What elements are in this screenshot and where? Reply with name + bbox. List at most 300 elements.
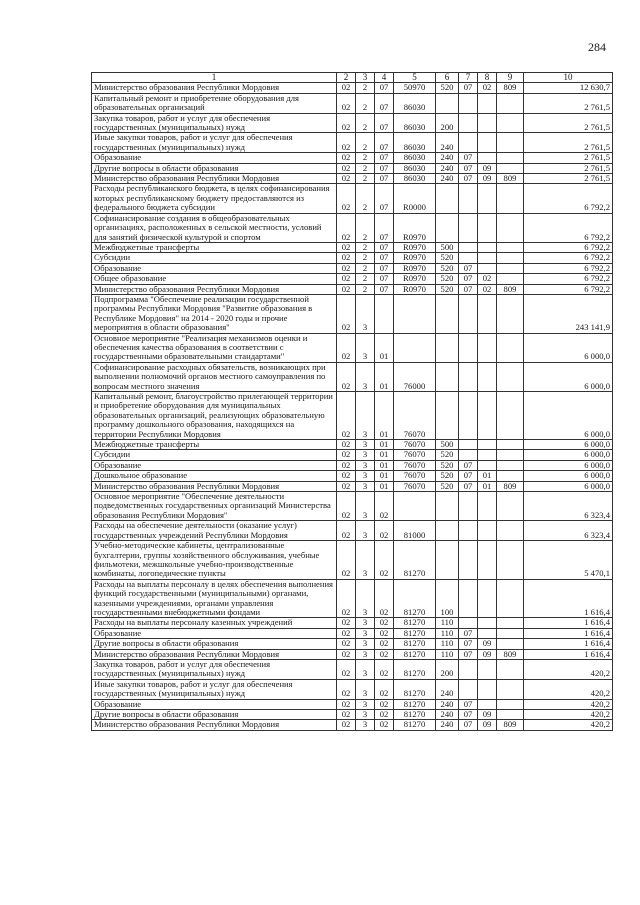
code-cell bbox=[497, 242, 524, 252]
code-cell: 76070 bbox=[394, 450, 436, 460]
code-cell: 02 bbox=[337, 362, 356, 391]
column-header: 6 bbox=[436, 73, 459, 83]
code-cell: 02 bbox=[337, 639, 356, 649]
code-cell bbox=[478, 492, 497, 521]
row-name-cell: Закупка товаров, работ и услуг для обеспечения государственных (муниципальных) нужд bbox=[92, 659, 337, 679]
code-cell: 2 bbox=[356, 263, 375, 273]
row-name-cell: Учебно-методические кабинеты, централизованные бухгалтерии, группы хозяйственного обслуживания, учебные фильмотеки, межшкольные учебно-производственные комбинаты, логопедические пункты bbox=[92, 541, 337, 580]
code-cell bbox=[497, 541, 524, 580]
code-cell: 01 bbox=[478, 481, 497, 491]
code-cell bbox=[497, 274, 524, 284]
code-cell: 809 bbox=[497, 649, 524, 659]
code-cell bbox=[478, 699, 497, 709]
code-cell: 01 bbox=[375, 471, 394, 481]
code-cell: 01 bbox=[375, 460, 394, 470]
code-cell: 02 bbox=[337, 541, 356, 580]
code-cell bbox=[436, 521, 459, 541]
code-cell: 07 bbox=[459, 699, 478, 709]
code-cell: 3 bbox=[356, 699, 375, 709]
amount-cell: 6 792,2 bbox=[524, 253, 613, 263]
row-name-cell: Софинансирование расходных обязательств, возникающих при выполнении полномочий органов местного самоуправления по вопросам местного значения bbox=[92, 362, 337, 391]
table-row bbox=[92, 184, 613, 213]
amount-cell: 5 470,1 bbox=[524, 541, 613, 580]
code-cell bbox=[478, 333, 497, 362]
code-cell: 07 bbox=[375, 174, 394, 184]
amount-cell: 1 616,4 bbox=[524, 649, 613, 659]
code-cell: 2 bbox=[356, 153, 375, 163]
code-cell bbox=[436, 492, 459, 521]
table-row bbox=[92, 481, 613, 491]
code-cell: 3 bbox=[356, 440, 375, 450]
code-cell: 07 bbox=[459, 163, 478, 173]
code-cell bbox=[478, 440, 497, 450]
amount-cell: 1 616,4 bbox=[524, 579, 613, 618]
row-name-cell: Образование bbox=[92, 263, 337, 273]
code-cell bbox=[459, 242, 478, 252]
code-cell: 76070 bbox=[394, 440, 436, 450]
code-cell: 07 bbox=[459, 628, 478, 638]
code-cell: 01 bbox=[375, 333, 394, 362]
code-cell: 02 bbox=[337, 471, 356, 481]
code-cell bbox=[497, 184, 524, 213]
code-cell: 81270 bbox=[394, 649, 436, 659]
table-row bbox=[92, 541, 613, 580]
code-cell: 01 bbox=[375, 481, 394, 491]
code-cell: 02 bbox=[337, 628, 356, 638]
code-cell: 2 bbox=[356, 163, 375, 173]
code-cell: 02 bbox=[337, 440, 356, 450]
code-cell: 520 bbox=[436, 450, 459, 460]
code-cell bbox=[497, 710, 524, 720]
code-cell bbox=[459, 392, 478, 440]
code-cell bbox=[478, 679, 497, 699]
code-cell: 500 bbox=[436, 242, 459, 252]
code-cell: 02 bbox=[375, 679, 394, 699]
code-cell bbox=[478, 618, 497, 628]
code-cell bbox=[478, 93, 497, 113]
row-name-cell: Расходы на выплаты персоналу в целях обеспечения выполнения функций государственными (муниципальными) органами, казенными учреждениями, органами управления государственными внебюджетными фондами bbox=[92, 579, 337, 618]
code-cell: 02 bbox=[337, 659, 356, 679]
code-cell: 86030 bbox=[394, 93, 436, 113]
table-row bbox=[92, 83, 613, 93]
code-cell: 240 bbox=[436, 174, 459, 184]
table-row bbox=[92, 263, 613, 273]
code-cell: 2 bbox=[356, 253, 375, 263]
code-cell: 07 bbox=[459, 649, 478, 659]
amount-cell: 6 792,2 bbox=[524, 242, 613, 252]
column-header: 5 bbox=[394, 73, 436, 83]
row-name-cell: Субсидии bbox=[92, 450, 337, 460]
table-row bbox=[92, 649, 613, 659]
code-cell: 2 bbox=[356, 242, 375, 252]
code-cell: 81270 bbox=[394, 618, 436, 628]
table-row bbox=[92, 699, 613, 709]
code-cell: 02 bbox=[375, 628, 394, 638]
code-cell: 09 bbox=[478, 174, 497, 184]
code-cell: 110 bbox=[436, 649, 459, 659]
code-cell bbox=[459, 113, 478, 133]
code-cell: 3 bbox=[356, 392, 375, 440]
code-cell: 02 bbox=[337, 174, 356, 184]
code-cell: 07 bbox=[375, 83, 394, 93]
row-name-cell: Основное мероприятие "Реализация механизмов оценки и обеспечения качества образования в соответствии с государственными образовательными стандартами" bbox=[92, 333, 337, 362]
code-cell bbox=[478, 460, 497, 470]
code-cell: 81000 bbox=[394, 521, 436, 541]
code-cell: 07 bbox=[459, 639, 478, 649]
table-row bbox=[92, 242, 613, 252]
amount-cell: 6 000,0 bbox=[524, 392, 613, 440]
row-name-cell: Основное мероприятие "Обеспечение деятельности подведомственных государственных организаций Министерства образования Республики Мордовия" bbox=[92, 492, 337, 521]
code-cell bbox=[459, 362, 478, 391]
code-cell: 07 bbox=[459, 174, 478, 184]
code-cell: 07 bbox=[459, 460, 478, 470]
code-cell: 07 bbox=[375, 163, 394, 173]
code-cell: 07 bbox=[375, 213, 394, 242]
code-cell: 2 bbox=[356, 83, 375, 93]
code-cell: 07 bbox=[375, 284, 394, 294]
table-row bbox=[92, 492, 613, 521]
code-cell: 81270 bbox=[394, 628, 436, 638]
row-name-cell: Закупка товаров, работ и услуг для обеспечения государственных (муниципальных) нужд bbox=[92, 113, 337, 133]
code-cell bbox=[478, 392, 497, 440]
code-cell bbox=[459, 133, 478, 153]
code-cell: 240 bbox=[436, 699, 459, 709]
code-cell bbox=[459, 184, 478, 213]
code-cell bbox=[459, 440, 478, 450]
code-cell: 02 bbox=[337, 521, 356, 541]
code-cell: 02 bbox=[337, 679, 356, 699]
code-cell bbox=[459, 492, 478, 521]
code-cell: 809 bbox=[497, 284, 524, 294]
code-cell bbox=[497, 679, 524, 699]
code-cell: 02 bbox=[337, 333, 356, 362]
table-row bbox=[92, 521, 613, 541]
code-cell: 520 bbox=[436, 274, 459, 284]
code-cell: 02 bbox=[337, 184, 356, 213]
amount-cell: 6 323,4 bbox=[524, 521, 613, 541]
code-cell: 520 bbox=[436, 460, 459, 470]
code-cell: 02 bbox=[375, 720, 394, 730]
code-cell bbox=[459, 618, 478, 628]
table-row bbox=[92, 720, 613, 730]
amount-cell: 2 761,5 bbox=[524, 113, 613, 133]
code-cell: 07 bbox=[459, 263, 478, 273]
table-row bbox=[92, 628, 613, 638]
code-cell bbox=[497, 460, 524, 470]
code-cell: 02 bbox=[478, 284, 497, 294]
code-cell: 86030 bbox=[394, 174, 436, 184]
code-cell: 81270 bbox=[394, 679, 436, 699]
code-cell: 3 bbox=[356, 579, 375, 618]
code-cell: 02 bbox=[375, 541, 394, 580]
code-cell bbox=[478, 521, 497, 541]
code-cell: 02 bbox=[337, 133, 356, 153]
row-name-cell: Министерство образования Республики Мордовия bbox=[92, 284, 337, 294]
code-cell: 2 bbox=[356, 174, 375, 184]
code-cell bbox=[436, 213, 459, 242]
row-name-cell: Иные закупки товаров, работ и услуг для обеспечения государственных (муниципальных) нужд bbox=[92, 133, 337, 153]
code-cell: 3 bbox=[356, 710, 375, 720]
code-cell: 2 bbox=[356, 133, 375, 153]
code-cell bbox=[459, 213, 478, 242]
amount-cell: 1 616,4 bbox=[524, 639, 613, 649]
table-header-row bbox=[92, 73, 613, 83]
code-cell: 02 bbox=[337, 113, 356, 133]
code-cell bbox=[497, 450, 524, 460]
code-cell bbox=[459, 659, 478, 679]
code-cell bbox=[497, 659, 524, 679]
code-cell: 3 bbox=[356, 521, 375, 541]
code-cell bbox=[497, 263, 524, 273]
code-cell bbox=[436, 362, 459, 391]
code-cell: 2 bbox=[356, 113, 375, 133]
code-cell bbox=[478, 541, 497, 580]
code-cell bbox=[497, 699, 524, 709]
code-cell: 09 bbox=[478, 163, 497, 173]
table-row bbox=[92, 284, 613, 294]
code-cell: 01 bbox=[375, 362, 394, 391]
code-cell: 240 bbox=[436, 710, 459, 720]
row-name-cell: Расходы республиканского бюджета, в целях софинансирования которых республиканскому бюджету предоставляются из федерального бюджета субсидии bbox=[92, 184, 337, 213]
code-cell: 02 bbox=[337, 579, 356, 618]
code-cell bbox=[459, 579, 478, 618]
code-cell: 02 bbox=[337, 710, 356, 720]
code-cell bbox=[436, 541, 459, 580]
code-cell: 200 bbox=[436, 113, 459, 133]
column-header: 3 bbox=[356, 73, 375, 83]
code-cell bbox=[459, 521, 478, 541]
page-number: 284 bbox=[588, 40, 606, 54]
code-cell: 809 bbox=[497, 174, 524, 184]
row-name-cell: Дошкольное образование bbox=[92, 471, 337, 481]
code-cell: 02 bbox=[375, 492, 394, 521]
code-cell: 02 bbox=[337, 242, 356, 252]
code-cell: 76070 bbox=[394, 460, 436, 470]
row-name-cell: Другие вопросы в области образования bbox=[92, 639, 337, 649]
code-cell: 09 bbox=[478, 649, 497, 659]
code-cell bbox=[459, 450, 478, 460]
code-cell bbox=[497, 133, 524, 153]
code-cell: 3 bbox=[356, 471, 375, 481]
code-cell: 240 bbox=[436, 720, 459, 730]
table-row bbox=[92, 450, 613, 460]
code-cell: 01 bbox=[478, 471, 497, 481]
code-cell: 809 bbox=[497, 83, 524, 93]
code-cell: 86030 bbox=[394, 163, 436, 173]
table-body bbox=[92, 83, 613, 730]
code-cell: 2 bbox=[356, 284, 375, 294]
table-row bbox=[92, 460, 613, 470]
code-cell: 07 bbox=[459, 153, 478, 163]
code-cell bbox=[497, 333, 524, 362]
code-cell: 3 bbox=[356, 679, 375, 699]
amount-cell: 1 616,4 bbox=[524, 628, 613, 638]
amount-cell: 2 761,5 bbox=[524, 93, 613, 113]
code-cell: 07 bbox=[459, 284, 478, 294]
table-row bbox=[92, 440, 613, 450]
code-cell: R0970 bbox=[394, 242, 436, 252]
code-cell: 02 bbox=[375, 659, 394, 679]
amount-cell: 6 000,0 bbox=[524, 471, 613, 481]
row-name-cell: Министерство образования Республики Мордовия bbox=[92, 481, 337, 491]
code-cell bbox=[478, 113, 497, 133]
code-cell: 07 bbox=[375, 184, 394, 213]
row-name-cell: Подпрограмма "Обеспечение реализации государственной программы Республики Мордовия "Развитие образования в Республике Мордовия" на 2014 - 2020 годы и прочие мероприятия в области образования" bbox=[92, 294, 337, 333]
code-cell: 76000 bbox=[394, 362, 436, 391]
row-name-cell: Образование bbox=[92, 460, 337, 470]
code-cell: 520 bbox=[436, 83, 459, 93]
code-cell: 3 bbox=[356, 639, 375, 649]
code-cell bbox=[459, 679, 478, 699]
amount-cell: 420,2 bbox=[524, 720, 613, 730]
code-cell bbox=[497, 163, 524, 173]
code-cell: 3 bbox=[356, 460, 375, 470]
code-cell: 520 bbox=[436, 284, 459, 294]
budget-table bbox=[91, 72, 613, 731]
code-cell: 81270 bbox=[394, 639, 436, 649]
code-cell: R0970 bbox=[394, 263, 436, 273]
code-cell bbox=[436, 93, 459, 113]
code-cell: 02 bbox=[337, 618, 356, 628]
code-cell: 01 bbox=[375, 440, 394, 450]
code-cell bbox=[497, 492, 524, 521]
code-cell bbox=[497, 579, 524, 618]
code-cell: 2 bbox=[356, 274, 375, 284]
code-cell: 02 bbox=[337, 481, 356, 491]
amount-cell: 2 761,5 bbox=[524, 174, 613, 184]
code-cell: 3 bbox=[356, 659, 375, 679]
row-name-cell: Межбюджетные трансферты bbox=[92, 242, 337, 252]
code-cell: 500 bbox=[436, 440, 459, 450]
table-row bbox=[92, 253, 613, 263]
code-cell: 520 bbox=[436, 263, 459, 273]
code-cell: 86030 bbox=[394, 113, 436, 133]
code-cell: 07 bbox=[459, 274, 478, 284]
code-cell bbox=[478, 294, 497, 333]
amount-cell: 6 000,0 bbox=[524, 481, 613, 491]
code-cell: 07 bbox=[375, 263, 394, 273]
code-cell bbox=[478, 362, 497, 391]
code-cell: 3 bbox=[356, 649, 375, 659]
code-cell bbox=[478, 659, 497, 679]
code-cell: 520 bbox=[436, 481, 459, 491]
amount-cell: 420,2 bbox=[524, 659, 613, 679]
column-header: 9 bbox=[497, 73, 524, 83]
code-cell bbox=[497, 253, 524, 263]
code-cell bbox=[375, 294, 394, 333]
column-header: 7 bbox=[459, 73, 478, 83]
code-cell: 07 bbox=[375, 93, 394, 113]
code-cell: 110 bbox=[436, 628, 459, 638]
column-header: 8 bbox=[478, 73, 497, 83]
code-cell: 81270 bbox=[394, 541, 436, 580]
code-cell: 02 bbox=[337, 450, 356, 460]
code-cell bbox=[436, 294, 459, 333]
code-cell: 76070 bbox=[394, 392, 436, 440]
code-cell: 01 bbox=[375, 450, 394, 460]
code-cell: R0970 bbox=[394, 253, 436, 263]
code-cell: 3 bbox=[356, 492, 375, 521]
table-row bbox=[92, 471, 613, 481]
code-cell: 02 bbox=[337, 153, 356, 163]
code-cell: 100 bbox=[436, 579, 459, 618]
table-row bbox=[92, 333, 613, 362]
code-cell: 2 bbox=[356, 184, 375, 213]
amount-cell: 1 616,4 bbox=[524, 618, 613, 628]
code-cell: 240 bbox=[436, 153, 459, 163]
code-cell bbox=[478, 213, 497, 242]
amount-cell: 2 761,5 bbox=[524, 133, 613, 153]
amount-cell: 2 761,5 bbox=[524, 163, 613, 173]
code-cell bbox=[497, 113, 524, 133]
code-cell: 520 bbox=[436, 253, 459, 263]
code-cell: 07 bbox=[375, 253, 394, 263]
code-cell bbox=[459, 541, 478, 580]
code-cell: 07 bbox=[459, 471, 478, 481]
table-row bbox=[92, 113, 613, 133]
code-cell bbox=[436, 184, 459, 213]
code-cell: 809 bbox=[497, 720, 524, 730]
code-cell: 02 bbox=[337, 213, 356, 242]
amount-cell: 243 141,9 bbox=[524, 294, 613, 333]
code-cell bbox=[459, 333, 478, 362]
code-cell bbox=[478, 242, 497, 252]
code-cell: 02 bbox=[375, 699, 394, 709]
code-cell: R0970 bbox=[394, 284, 436, 294]
table-row bbox=[92, 153, 613, 163]
row-name-cell: Министерство образования Республики Мордовия bbox=[92, 174, 337, 184]
code-cell: 76070 bbox=[394, 471, 436, 481]
row-name-cell: Другие вопросы в области образования bbox=[92, 710, 337, 720]
row-name-cell: Образование bbox=[92, 699, 337, 709]
table-row bbox=[92, 213, 613, 242]
code-cell bbox=[497, 153, 524, 163]
row-name-cell: Расходы на обеспечение деятельности (оказание услуг) государственных учреждений Республики Мордовия bbox=[92, 521, 337, 541]
code-cell: 81270 bbox=[394, 720, 436, 730]
amount-cell: 6 792,2 bbox=[524, 184, 613, 213]
row-name-cell: Капитальный ремонт и приобретение оборудования для образовательных организаций bbox=[92, 93, 337, 113]
row-name-cell: Министерство образования Республики Мордовия bbox=[92, 83, 337, 93]
code-cell bbox=[497, 618, 524, 628]
row-name-cell: Субсидии bbox=[92, 253, 337, 263]
code-cell: 02 bbox=[337, 460, 356, 470]
code-cell: 86030 bbox=[394, 153, 436, 163]
code-cell bbox=[497, 639, 524, 649]
code-cell: 2 bbox=[356, 213, 375, 242]
table-row bbox=[92, 392, 613, 440]
code-cell: 02 bbox=[337, 699, 356, 709]
column-header: 2 bbox=[337, 73, 356, 83]
code-cell bbox=[394, 333, 436, 362]
row-name-cell: Иные закупки товаров, работ и услуг для обеспечения государственных (муниципальных) нужд bbox=[92, 679, 337, 699]
code-cell: 02 bbox=[375, 521, 394, 541]
code-cell: 2 bbox=[356, 93, 375, 113]
code-cell bbox=[459, 294, 478, 333]
code-cell bbox=[394, 492, 436, 521]
code-cell bbox=[497, 362, 524, 391]
code-cell bbox=[394, 294, 436, 333]
amount-cell: 6 792,2 bbox=[524, 213, 613, 242]
table-row bbox=[92, 710, 613, 720]
table-row bbox=[92, 659, 613, 679]
code-cell: 09 bbox=[478, 639, 497, 649]
code-cell: 81270 bbox=[394, 579, 436, 618]
code-cell: 02 bbox=[375, 649, 394, 659]
code-cell: 07 bbox=[459, 83, 478, 93]
code-cell bbox=[497, 392, 524, 440]
column-header: 4 bbox=[375, 73, 394, 83]
amount-cell: 6 000,0 bbox=[524, 450, 613, 460]
